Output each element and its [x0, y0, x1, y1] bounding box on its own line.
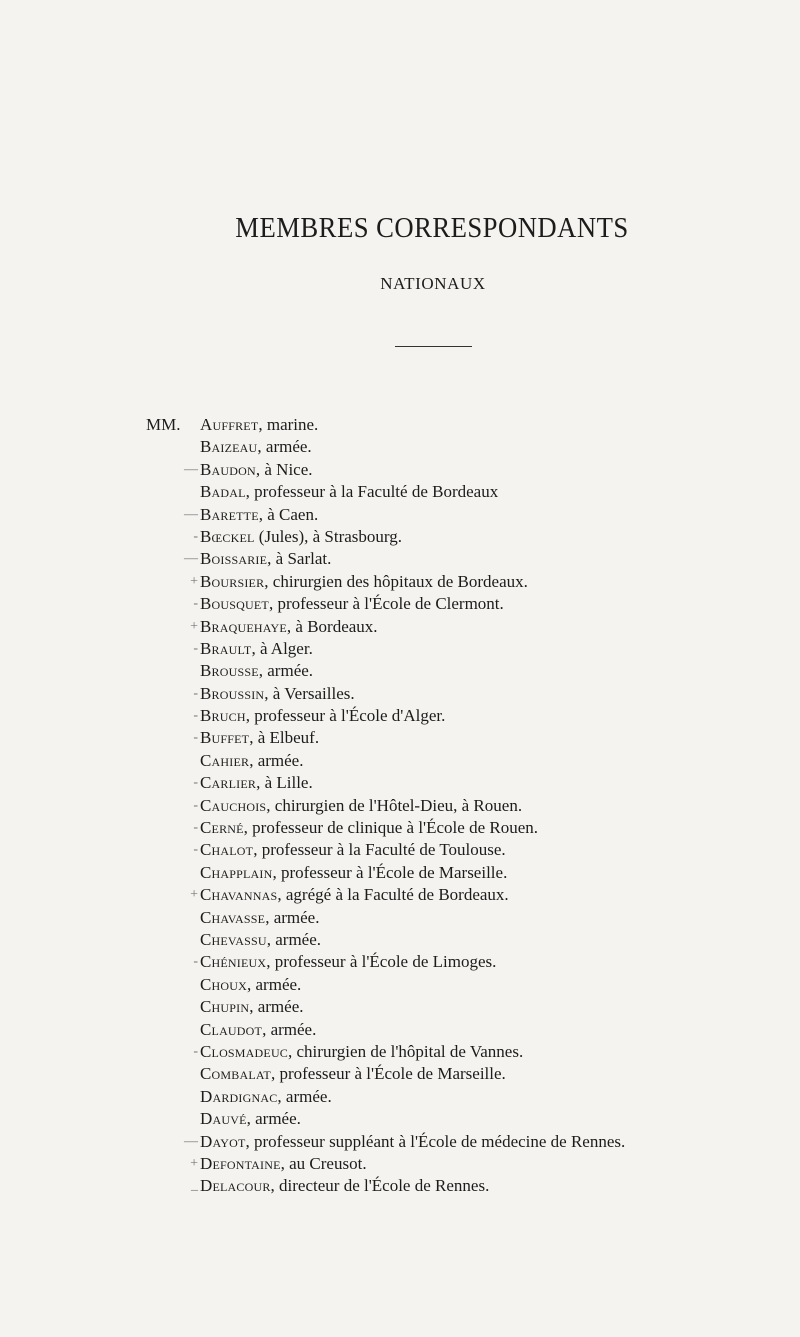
member-name: Dauvé — [200, 1109, 247, 1129]
list-item — [200, 750, 790, 772]
margin-mark: + — [190, 1155, 198, 1171]
member-detail: , à Lille. — [256, 773, 313, 793]
list-item — [200, 862, 790, 884]
member-detail: , armée. — [266, 929, 322, 949]
list-item — [200, 974, 790, 996]
member-name: Dardignac — [200, 1086, 278, 1106]
list-item — [190, 616, 790, 638]
list-item — [193, 951, 790, 973]
member-name: Badal — [200, 482, 246, 502]
member-detail: , armée. — [249, 750, 304, 770]
margin-mark: - — [193, 775, 198, 791]
member-name: Defontaine — [200, 1153, 281, 1173]
member-name: Choux — [200, 974, 248, 994]
margin-mark: - — [193, 797, 198, 813]
member-detail: , professeur à l'École de Marseille. — [272, 862, 508, 882]
list-item — [193, 817, 790, 839]
list-item — [200, 1063, 790, 1085]
margin-mark: - — [193, 528, 198, 544]
member-detail: , marine. — [258, 415, 319, 434]
member-name: Carlier — [200, 773, 257, 793]
member-name: Brousse — [200, 661, 259, 681]
member-detail: , professeur à la Faculté de Toulouse. — [253, 840, 506, 860]
margin-mark: — — [184, 506, 198, 522]
member-detail: , armée. — [277, 1086, 332, 1106]
member-name: Dayot — [200, 1131, 246, 1151]
margin-mark: - — [193, 708, 198, 724]
list-item — [184, 504, 790, 526]
margin-mark: - — [193, 596, 198, 612]
member-detail: , au Creusot. — [280, 1153, 367, 1173]
member-detail: , professeur à l'École de Limoges. — [266, 952, 497, 972]
member-name: Bœckel — [200, 526, 255, 546]
member-detail: , à Alger. — [251, 638, 313, 658]
member-detail: , à Caen. — [258, 504, 319, 524]
member-name: Broussin — [200, 683, 265, 703]
member-detail: , agrégé à la Faculté de Bordeaux. — [277, 885, 509, 905]
member-name: Chavasse — [200, 907, 266, 927]
margin-mark: + — [190, 618, 198, 634]
list-item — [193, 683, 790, 705]
member-name: Chapplain — [200, 862, 273, 882]
list-item — [184, 459, 790, 481]
member-name: Baudon — [200, 459, 256, 479]
list-item — [190, 571, 790, 593]
member-name: Buffet — [200, 728, 250, 748]
member-detail: , armée. — [249, 997, 304, 1017]
member-detail: , à Elbeuf. — [249, 728, 320, 748]
list-item — [200, 436, 790, 458]
member-detail: , armée. — [246, 1109, 301, 1129]
list-item — [193, 593, 790, 615]
member-detail: , professeur de clinique à l'École de Rouen. — [243, 818, 538, 838]
member-detail: , à Nice. — [255, 459, 313, 479]
member-detail: , professeur à l'École d'Alger. — [245, 706, 446, 726]
margin-mark: - — [193, 842, 198, 858]
member-detail: , professeur à l'École de Marseille. — [270, 1064, 506, 1084]
margin-mark: — — [184, 461, 198, 477]
member-detail: , chirurgien des hôpitaux de Bordeaux. — [264, 571, 528, 591]
title-divider — [395, 346, 472, 347]
margin-mark: - — [193, 1043, 198, 1059]
member-name: Boissarie — [200, 549, 268, 569]
list-item — [190, 884, 790, 906]
margin-mark: — — [184, 551, 198, 567]
list-item — [193, 1041, 790, 1063]
page-subtitle: NATIONAUX — [380, 274, 486, 293]
list-item — [193, 705, 790, 727]
margin-mark: - — [193, 954, 198, 970]
member-name: Closmadeuc — [200, 1041, 289, 1061]
member-detail: , armée. — [262, 1019, 317, 1039]
member-detail: , armée. — [257, 437, 312, 457]
member-detail: , à Sarlat. — [267, 549, 332, 569]
member-name: Barette — [200, 504, 259, 524]
list-item — [184, 1131, 790, 1153]
margin-mark: + — [190, 887, 198, 903]
member-name: Combalat — [200, 1064, 271, 1084]
member-detail: , directeur de l'École de Rennes. — [270, 1176, 490, 1196]
list-item — [193, 795, 790, 817]
margin-mark: - — [193, 820, 198, 836]
member-detail: , chirurgien de l'Hôtel-Dieu, à Rouen. — [266, 795, 523, 815]
member-name: Chupin — [200, 997, 250, 1017]
member-detail: , professeur à l'École de Clermont. — [268, 594, 504, 614]
list-item — [193, 839, 790, 861]
member-detail: , armée. — [258, 661, 314, 681]
list-item — [200, 1086, 790, 1108]
list-item — [200, 996, 790, 1018]
member-detail: , professeur à la Faculté de Bordeaux — [245, 482, 499, 502]
member-name: Chavannas — [200, 885, 278, 905]
member-detail: , professeur suppléant à l'École de médecine de Rennes. — [245, 1131, 626, 1151]
member-detail: , armée. — [265, 907, 320, 927]
list-item — [200, 1019, 790, 1041]
margin-mark: _ — [191, 1178, 198, 1194]
member-name: Delacour — [200, 1176, 271, 1196]
member-name: Bousquet — [200, 594, 269, 614]
list-item — [184, 548, 790, 570]
member-name: Cahier — [200, 750, 250, 770]
member-detail: , à Versailles. — [264, 683, 355, 703]
member-name: Bruch — [200, 706, 246, 726]
list-item — [193, 727, 790, 749]
page-title: MEMBRES CORRESPONDANTS — [235, 212, 629, 244]
list-item — [190, 1153, 790, 1175]
member-name: Cerné — [200, 818, 244, 838]
member-name: Claudot — [200, 1019, 263, 1039]
list-item — [200, 660, 790, 682]
list-item — [200, 1108, 790, 1130]
member-name: Baizeau — [200, 437, 258, 457]
member-detail: , à Bordeaux. — [286, 616, 378, 636]
member-name: Chalot — [200, 840, 254, 860]
member-name: Cauchois — [200, 795, 267, 815]
margin-mark: - — [193, 685, 198, 701]
list-prefix: MM. — [146, 415, 181, 434]
margin-mark: + — [190, 573, 198, 589]
list-item — [193, 772, 790, 794]
list-item — [200, 929, 790, 951]
list-item — [193, 526, 790, 548]
member-detail: (Jules), à Strasbourg. — [254, 526, 403, 546]
margin-mark: - — [193, 730, 198, 746]
member-list — [184, 414, 790, 1198]
member-name: Braquehaye — [200, 616, 287, 636]
margin-mark: - — [193, 640, 198, 656]
member-detail: , chirurgien de l'hôpital de Vannes. — [288, 1041, 524, 1061]
list-item — [200, 481, 790, 503]
list-item — [191, 1175, 790, 1197]
member-name: Chevassu — [200, 929, 267, 949]
member-name: Chénieux — [200, 952, 267, 972]
list-item — [193, 638, 790, 660]
list-item — [200, 414, 790, 436]
member-name: Brault — [200, 638, 252, 658]
member-detail: , armée. — [247, 974, 302, 994]
margin-mark: — — [184, 1133, 198, 1149]
member-name: Boursier — [200, 571, 265, 591]
list-item — [200, 907, 790, 929]
member-name: Auffret — [200, 415, 259, 434]
